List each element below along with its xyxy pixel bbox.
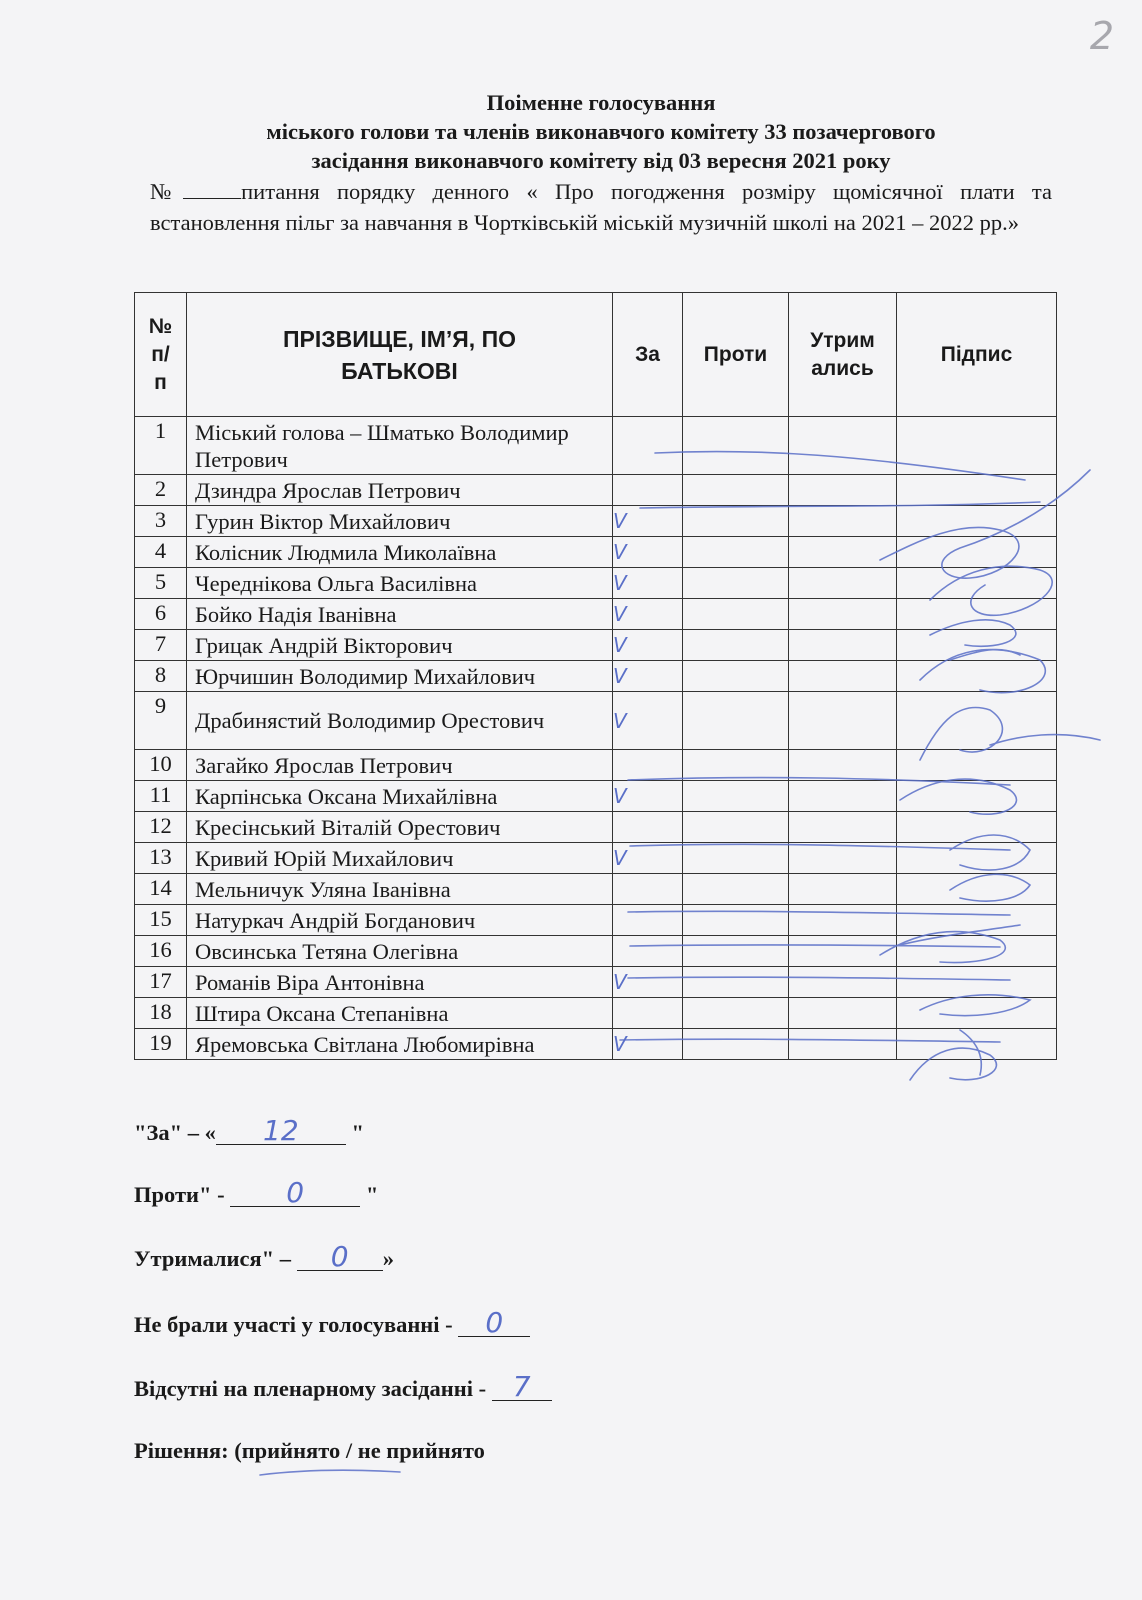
table-row — [135, 599, 1057, 630]
total-abstained — [134, 1240, 394, 1273]
total-absent — [134, 1370, 552, 1403]
member-name: Карпінська Оксана Михайлівна — [187, 781, 613, 812]
vote-abstained-cell — [789, 936, 897, 967]
vote-abstained-cell — [789, 843, 897, 874]
row-number: 15 — [135, 905, 187, 936]
vote-against-cell — [683, 1029, 789, 1060]
vote-abstained-cell — [789, 475, 897, 506]
vote-for-cell: V — [613, 630, 683, 661]
table-row — [135, 630, 1057, 661]
signature-cell — [897, 874, 1057, 905]
total-abstained-value: 0 — [297, 1244, 383, 1271]
header-for: За — [613, 293, 683, 417]
total-not-voted-value: 0 — [458, 1310, 530, 1337]
title-line-3: засідання виконавчого комітету від 03 вересня 2021 року — [311, 148, 891, 173]
vote-abstained-cell — [789, 692, 897, 750]
member-name: Натуркач Андрій Богданович — [187, 905, 613, 936]
row-number: 2 — [135, 475, 187, 506]
header-name: ПРІЗВИЩЕ, ІМ’Я, ПО БАТЬКОВІ — [187, 293, 613, 417]
member-name: Овсинська Тетяна Олегівна — [187, 936, 613, 967]
vote-for-cell — [613, 936, 683, 967]
vote-against-cell — [683, 812, 789, 843]
member-name: Драбинястий Володимир Орестович — [187, 692, 613, 750]
signature-cell — [897, 417, 1057, 475]
row-number: 19 — [135, 1029, 187, 1060]
row-number: 12 — [135, 812, 187, 843]
vote-against-cell — [683, 661, 789, 692]
member-name: Кривий Юрій Михайлович — [187, 843, 613, 874]
vote-for-cell — [613, 998, 683, 1029]
member-name: Грицак Андрій Вікторович — [187, 630, 613, 661]
table-row — [135, 475, 1057, 506]
vote-against-cell — [683, 692, 789, 750]
vote-for-cell: V — [613, 692, 683, 750]
total-against-value: 0 — [230, 1180, 360, 1207]
vote-for-cell — [613, 874, 683, 905]
header-signature: Підпис — [897, 293, 1057, 417]
vote-abstained-cell — [789, 661, 897, 692]
total-not-voted-label: Не брали участі у голосуванні - — [134, 1312, 459, 1337]
signature-cell — [897, 506, 1057, 537]
row-number: 11 — [135, 781, 187, 812]
signature-cell — [897, 750, 1057, 781]
vote-abstained-cell — [789, 967, 897, 998]
signature-cell — [897, 781, 1057, 812]
signature-cell — [897, 843, 1057, 874]
member-name: Колісник Людмила Миколаївна — [187, 537, 613, 568]
member-name: Дзиндра Ярослав Петрович — [187, 475, 613, 506]
vote-abstained-cell — [789, 812, 897, 843]
table-row — [135, 506, 1057, 537]
member-name: Загайко Ярослав Петрович — [187, 750, 613, 781]
row-number: 5 — [135, 568, 187, 599]
vote-for-cell: V — [613, 967, 683, 998]
table-header-row — [135, 293, 1057, 417]
member-name: Міський голова – Шматько Володимир Петрович — [187, 417, 613, 475]
table-row — [135, 692, 1057, 750]
member-name: Штира Оксана Степанівна — [187, 998, 613, 1029]
row-number: 13 — [135, 843, 187, 874]
row-number: 10 — [135, 750, 187, 781]
table-row — [135, 750, 1057, 781]
total-for-value: 12 — [216, 1118, 346, 1145]
vote-for-cell: V — [613, 537, 683, 568]
table-row — [135, 417, 1057, 475]
row-number: 3 — [135, 506, 187, 537]
row-number: 1 — [135, 417, 187, 475]
total-abstained-end: » — [382, 1246, 394, 1271]
table-row — [135, 661, 1057, 692]
vote-abstained-cell — [789, 874, 897, 905]
vote-against-cell — [683, 998, 789, 1029]
signature-cell — [897, 661, 1057, 692]
total-absent-value: 7 — [492, 1374, 552, 1401]
title-line-2: міського голови та членів виконавчого комітету 33 позачергового — [266, 119, 936, 144]
total-for-end: " — [345, 1120, 364, 1145]
vote-for-cell: V — [613, 599, 683, 630]
table-row — [135, 812, 1057, 843]
total-against-end: " — [360, 1182, 379, 1207]
member-name: Череднікова Ольга Василівна — [187, 568, 613, 599]
member-name: Романів Віра Антонівна — [187, 967, 613, 998]
vote-abstained-cell — [789, 998, 897, 1029]
vote-abstained-cell — [789, 568, 897, 599]
table-row — [135, 537, 1057, 568]
vote-abstained-cell — [789, 781, 897, 812]
table-row — [135, 936, 1057, 967]
signature-cell — [897, 998, 1057, 1029]
vote-against-cell — [683, 506, 789, 537]
vote-for-cell: V — [613, 661, 683, 692]
member-name: Кресінський Віталій Орестович — [187, 812, 613, 843]
vote-against-cell — [683, 750, 789, 781]
header-abstained: Утрим ались — [789, 293, 897, 417]
total-absent-label: Відсутні на пленарному засіданні - — [134, 1376, 492, 1401]
row-number: 17 — [135, 967, 187, 998]
vote-abstained-cell — [789, 537, 897, 568]
signature-cell — [897, 812, 1057, 843]
header-number: № п/п — [135, 293, 187, 417]
table-row — [135, 967, 1057, 998]
voting-table — [134, 292, 1057, 1060]
table-row — [135, 843, 1057, 874]
vote-abstained-cell — [789, 599, 897, 630]
vote-for-cell — [613, 750, 683, 781]
vote-abstained-cell — [789, 630, 897, 661]
signature-cell — [897, 630, 1057, 661]
total-not-voted — [134, 1306, 530, 1339]
vote-against-cell — [683, 599, 789, 630]
signature-cell — [897, 599, 1057, 630]
vote-for-cell: V — [613, 1029, 683, 1060]
vote-against-cell — [683, 874, 789, 905]
decision: Рішення: (прийнято / не прийнято — [134, 1438, 485, 1463]
row-number: 7 — [135, 630, 187, 661]
vote-abstained-cell — [789, 1029, 897, 1060]
row-number: 18 — [135, 998, 187, 1029]
document-title — [150, 88, 1052, 175]
row-number: 6 — [135, 599, 187, 630]
table-row — [135, 998, 1057, 1029]
vote-against-cell — [683, 967, 789, 998]
vote-abstained-cell — [789, 506, 897, 537]
vote-for-cell: V — [613, 843, 683, 874]
signature-cell — [897, 967, 1057, 998]
vote-for-cell — [613, 905, 683, 936]
row-number: 9 — [135, 692, 187, 750]
total-abstained-label: Утрималися" – — [134, 1246, 297, 1271]
signature-cell — [897, 568, 1057, 599]
vote-against-cell — [683, 537, 789, 568]
vote-against-cell — [683, 781, 789, 812]
table-row — [135, 1029, 1057, 1060]
vote-for-cell: V — [613, 781, 683, 812]
signature-cell — [897, 475, 1057, 506]
signature-cell — [897, 537, 1057, 568]
page-number: 2 — [1089, 14, 1114, 58]
signature-cell — [897, 692, 1057, 750]
vote-for-cell — [613, 812, 683, 843]
agenda-item — [150, 176, 1052, 238]
vote-against-cell — [683, 475, 789, 506]
vote-against-cell — [683, 568, 789, 599]
agenda-number-blank — [183, 180, 241, 199]
vote-for-cell: V — [613, 568, 683, 599]
signature-cell — [897, 1029, 1057, 1060]
member-name: Бойко Надія Іванівна — [187, 599, 613, 630]
table-row — [135, 781, 1057, 812]
member-name: Яремовська Світлана Любомирівна — [187, 1029, 613, 1060]
row-number: 14 — [135, 874, 187, 905]
header-against: Проти — [683, 293, 789, 417]
vote-for-cell — [613, 475, 683, 506]
signature-cell — [897, 905, 1057, 936]
title-line-1: Поіменне голосування — [486, 90, 716, 115]
vote-against-cell — [683, 843, 789, 874]
total-for-label: "За" – « — [134, 1120, 216, 1145]
total-against — [134, 1176, 379, 1209]
row-number: 4 — [135, 537, 187, 568]
vote-abstained-cell — [789, 905, 897, 936]
agenda-prefix: № — [150, 179, 184, 204]
row-number: 16 — [135, 936, 187, 967]
member-name: Гурин Віктор Михайлович — [187, 506, 613, 537]
vote-against-cell — [683, 417, 789, 475]
vote-abstained-cell — [789, 417, 897, 475]
vote-for-cell: V — [613, 506, 683, 537]
vote-against-cell — [683, 936, 789, 967]
vote-against-cell — [683, 905, 789, 936]
row-number: 8 — [135, 661, 187, 692]
vote-abstained-cell — [789, 750, 897, 781]
vote-for-cell — [613, 417, 683, 475]
vote-against-cell — [683, 630, 789, 661]
table-row — [135, 568, 1057, 599]
member-name: Мельничук Уляна Іванівна — [187, 874, 613, 905]
signature-cell — [897, 936, 1057, 967]
member-name: Юрчишин Володимир Михайлович — [187, 661, 613, 692]
total-for — [134, 1114, 364, 1147]
agenda-text: питання порядку денного « Про погодження розміру щомісячної плати та встановлення пільг за навчання в Чортківській міській музичній школі на 2021 – 2022 рр.» — [150, 179, 1053, 235]
total-against-label: Проти" - — [134, 1182, 231, 1207]
table-row — [135, 905, 1057, 936]
table-row — [135, 874, 1057, 905]
